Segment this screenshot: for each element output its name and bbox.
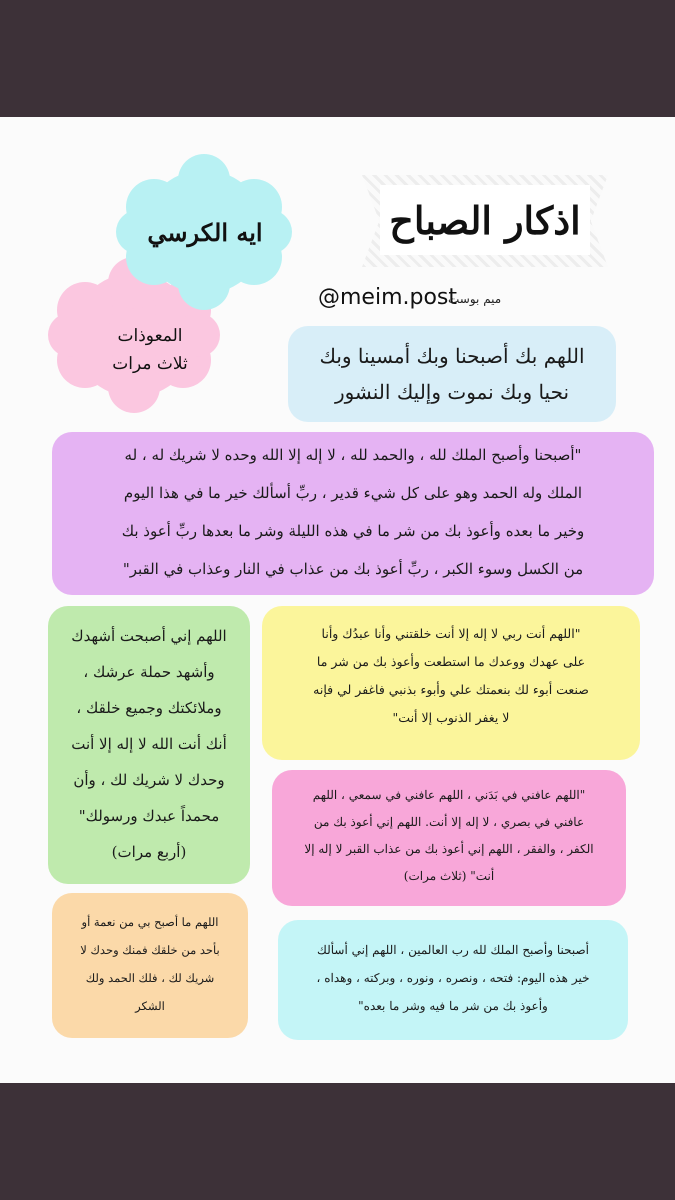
brand-name: ميم بوست <box>448 292 502 306</box>
card-line: اللهم إني أصبحت أشهدك <box>71 627 227 645</box>
card-line: على عهدك ووعدك ما استطعت وأعوذ بك من شر ما <box>316 654 586 669</box>
card-line: الملك وله الحمد وهو على كل شيء قدير ، ربِّ أسألك خير ما في هذا اليوم <box>123 484 583 502</box>
card-sayyid-al-istighfar <box>262 606 640 760</box>
instagram-handle: @meim.post <box>318 285 458 310</box>
card-ushhiduk <box>48 606 250 884</box>
card-line: الشكر <box>135 999 165 1013</box>
card-line: اللهم ما أصبح بي من نعمة أو <box>81 915 219 929</box>
card-line: (أربع مرات) <box>111 843 187 861</box>
card-line: الكفر ، والفقر ، اللهم إني أعوذ بك من عذاب القبر لا إله إلا <box>304 842 594 856</box>
card-line: بأحد من خلقك فمنك وحدك لا <box>80 943 220 957</box>
card-line: "اللهم أنت ربي لا إله إلا أنت خلقتني وأنا عبدُك وأنا <box>321 626 581 641</box>
page-title: اذكار الصباح <box>380 185 590 255</box>
card-line: "اللهم عافني في بَدَني ، اللهم عافني في سمعي ، اللهم <box>312 788 586 802</box>
card-line: صنعت أبوء لك بنعمتك علي وأبوء بذنبي فاغفر لي فإنه <box>313 682 589 697</box>
muawwidhat-title: المعوذات <box>117 326 183 346</box>
card-asbahna-rabb-alalamin <box>278 920 628 1040</box>
card-line: أصبحنا وأصبح الملك لله رب العالمين ، اللهم إني أسألك <box>317 943 589 957</box>
card-ma-asbaha-bi <box>52 893 248 1038</box>
card-line: خير هذه اليوم: فتحه ، ونصره ، ونوره ، وبركته ، وهداه ، <box>316 971 590 985</box>
card-line: اللهم بك أصبحنا وبك أمسينا وبك <box>319 344 585 368</box>
card-line: وحدك لا شريك لك ، وأن <box>73 771 225 789</box>
card-line: نحيا وبك نموت وإليك النشور <box>334 380 570 404</box>
card-aafini <box>272 770 626 906</box>
card-line: "أصبحنا وأصبح الملك لله ، والحمد لله ، لا إله إلا الله وحده لا شريك له ، له <box>124 446 582 464</box>
muawwidhat-count: ثلاث مرات <box>112 354 188 374</box>
card-line: وأشهد حملة عرشك ، <box>83 663 215 681</box>
card-line: أنك أنت الله لا إله إلا أنت <box>71 735 227 753</box>
kursi-label: ايه الكرسي <box>147 218 263 247</box>
card-asbahna-wa-asbaha <box>52 432 654 595</box>
card-line: من الكسل وسوء الكبر ، ربِّ أعوذ بك من عذاب في النار وعذاب في القبر" <box>122 560 584 578</box>
card-line: عافني في بصري ، لا إله إلا أنت. اللهم إني أعوذ بك من <box>313 815 585 829</box>
card-line: لا يغفر الذنوب إلا أنت" <box>392 710 510 725</box>
card-line: وخير ما بعده وأعوذ بك من شر ما في هذه الليلة وشر ما بعدها ربِّ أعوذ بك <box>121 522 585 540</box>
card-line: وأعوذ بك من شر ما فيه وشر ما بعده" <box>358 999 548 1013</box>
card-line: شريك لك ، فلك الحمد ولك <box>85 971 215 985</box>
card-asbahna-bika <box>288 326 616 422</box>
muawwidhat-label <box>95 322 205 378</box>
card-line: أنت" (ثلاث مرات) <box>403 869 495 883</box>
card-line: وملائكتك وجميع خلقك ، <box>76 699 222 717</box>
card-line: محمداً عبدك ورسولك" <box>78 807 220 825</box>
